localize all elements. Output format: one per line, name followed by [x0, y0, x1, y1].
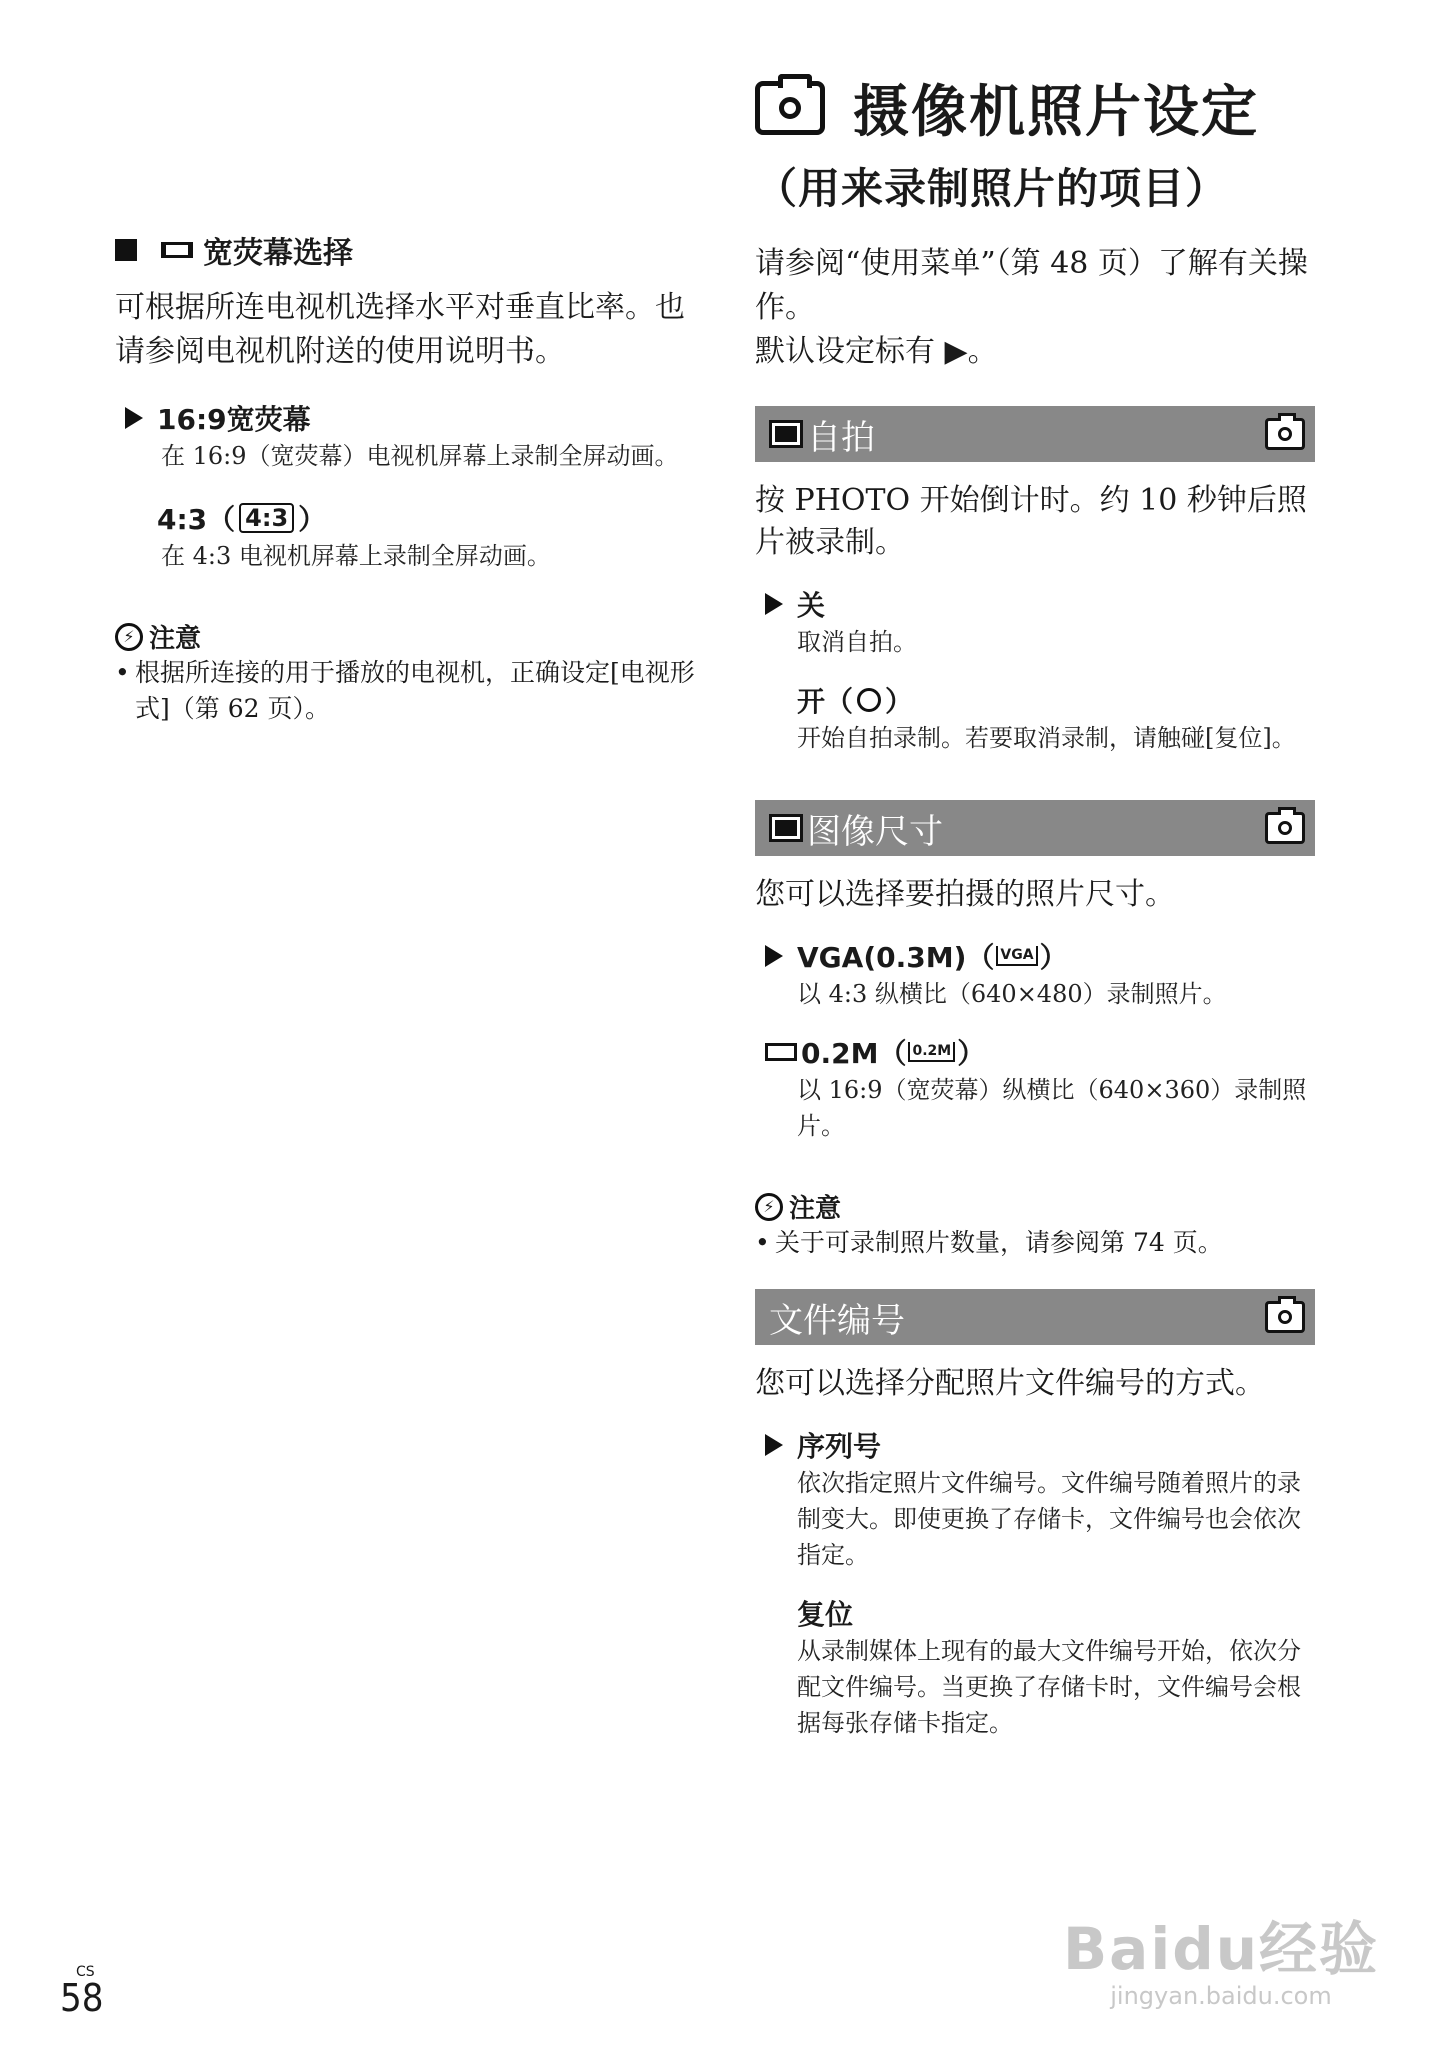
option-title: 16:9宽荧幕	[157, 403, 311, 436]
option-reset: 复位 从录制媒体上现有的最大文件编号开始，依次分配文件编号。当更换了存储卡时，文件编号会根据每张存储卡指定。	[797, 1598, 1301, 1737]
right-column	[755, 68, 1315, 1741]
option-4-3: 4:3（ 4:3 ） 在 4:3 电视机屏幕上录制全屏动画。	[125, 498, 695, 574]
section-bar-file-number: 文件编号	[755, 1289, 1315, 1345]
camera-mode-icon	[1265, 418, 1305, 450]
note-heading: ⚡ 注意	[115, 618, 695, 655]
option-desc: 在 4:3 电视机屏幕上录制全屏动画。	[161, 542, 551, 570]
vga-size-icon: VGA	[996, 946, 1037, 966]
option-16-9	[125, 398, 695, 474]
screen-icon	[769, 420, 803, 448]
page-number: 58	[60, 1976, 104, 2020]
watermark-logo: Baidu经验	[1062, 1915, 1380, 1983]
watermark-url: jingyan.baidu.com	[1110, 1982, 1332, 2010]
default-arrow-icon	[125, 407, 143, 429]
section-heading-text: 宽荧幕选择	[203, 236, 353, 271]
self-timer-icon	[857, 688, 881, 712]
option-on: 开（ ） 开始自拍录制。若要取消录制，请触碰[复位]。	[797, 685, 1296, 752]
screen-icon	[769, 814, 803, 842]
section-desc: 您可以选择要拍摄的照片尺寸。	[755, 877, 1175, 912]
camera-icon	[755, 81, 825, 135]
option-desc: 在 16:9（宽荧幕）电视机屏幕上录制全屏动画。	[161, 442, 679, 470]
section-description: 可根据所连电视机选择水平对垂直比率。也请参阅电视机附送的使用说明书。	[115, 290, 685, 369]
camera-mode-icon	[1265, 1301, 1305, 1333]
default-arrow-icon	[765, 593, 783, 615]
size-0-2m-icon: 0.2M	[908, 1042, 955, 1062]
intro: 请参阅“使用菜单”（第 48 页）了解有关操作。 默认设定标有 ▶。	[755, 246, 1308, 369]
section-heading-widescreen	[115, 228, 695, 272]
section-desc: 您可以选择分配照片文件编号的方式。	[755, 1366, 1265, 1401]
option-title: 4:3（	[157, 503, 236, 536]
square-bullet-icon	[115, 239, 137, 261]
ratio-4-3-icon: 4:3	[239, 503, 294, 533]
section-desc: 按 PHOTO 开始倒计时。约 10 秒钟后照片被录制。	[755, 483, 1307, 560]
section-bar-self-timer: 自拍	[755, 406, 1315, 462]
watermark	[1051, 1902, 1391, 2010]
default-arrow-icon	[765, 945, 783, 967]
left-column	[115, 228, 695, 727]
page-language-code: CS	[76, 1964, 95, 1980]
widescreen-icon	[161, 242, 193, 258]
caution-icon: ⚡	[115, 623, 143, 651]
widescreen-icon	[765, 1043, 797, 1061]
camera-mode-icon	[1265, 812, 1305, 844]
option-series: 序列号 依次指定照片文件编号。文件编号随着照片的录制变大。即使更换了存储卡，文件编号也会依次指定。	[765, 1425, 1315, 1573]
page-title-row	[755, 68, 1315, 148]
note-heading: ⚡ 注意	[755, 1188, 1315, 1225]
note-item: • 关于可录制照片数量，请参阅第 74 页。	[755, 1228, 1223, 1257]
option-vga: VGA(0.3M)（ VGA ） 以 4:3 纵横比（640×480）录制照片。	[765, 936, 1315, 1012]
page-subtitle: （用来录制照片的项目）	[755, 164, 1229, 213]
page-title: 摄像机照片设定	[853, 80, 1259, 145]
default-arrow-icon	[765, 1434, 783, 1456]
section-bar-image-size: 图像尺寸	[755, 800, 1315, 856]
option-off: 关 取消自拍。	[765, 584, 1315, 660]
caution-icon: ⚡	[755, 1193, 783, 1221]
note-item: • 根据所连接的用于播放的电视机，正确设定[电视形式]（第 62 页）。	[115, 658, 695, 723]
option-0-2m: 0.2M（ 0.2M ） 以 16:9（宽荧幕）纵横比（640×360）录制照片。	[765, 1032, 1315, 1144]
